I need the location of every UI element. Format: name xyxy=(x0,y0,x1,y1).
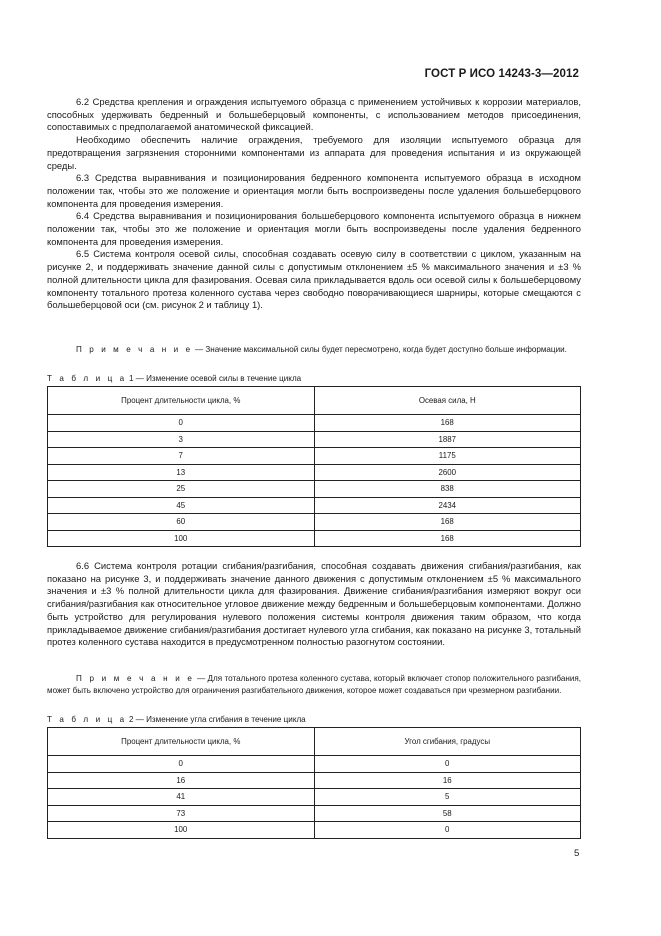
table-row xyxy=(48,448,581,465)
table-cell: 100 xyxy=(48,530,315,547)
table-label: Т а б л и ц а xyxy=(47,715,127,724)
table-cell: 1887 xyxy=(314,431,581,448)
table-header-row xyxy=(48,728,581,756)
note-label: П р и м е ч а н и е xyxy=(76,345,193,354)
note-label: П р и м е ч а н и е xyxy=(76,674,195,683)
table-row xyxy=(48,431,581,448)
table-header-cell: Процент длительности цикла, % xyxy=(48,728,315,756)
table-cell: 168 xyxy=(314,514,581,531)
table-cell: 73 xyxy=(48,805,315,822)
table-row xyxy=(48,514,581,531)
paragraph: 6.2 Средства крепления и ограждения испытуемого образца с применением устойчивых к коррозии материалов, способных удерживать бедренный и большеберцовый компоненты, с использованием методов присоединения, сопоставимых с предполагаемой анатомической фиксацией. xyxy=(47,96,581,133)
table-cell: 3 xyxy=(48,431,315,448)
table-row xyxy=(48,497,581,514)
table-row xyxy=(48,756,581,773)
table-cell: 60 xyxy=(48,514,315,531)
table-2-caption xyxy=(47,714,306,725)
table-2 xyxy=(47,727,581,839)
note-text: — Значение максимальной силы будет пересмотрено, когда будет доступно больше информации. xyxy=(192,345,567,354)
note-text: — Для тотального протеза коленного сустава, который включает стопор положительного разгибания, может быть включено устройство для ограничения разгибательного движения, которое может создаваться при чрезмерном разгибании. xyxy=(47,674,581,695)
table-cell: 2434 xyxy=(314,497,581,514)
table-cell: 0 xyxy=(314,822,581,839)
table-cell: 7 xyxy=(48,448,315,465)
table-cell: 58 xyxy=(314,805,581,822)
table-header-cell: Осевая сила, Н xyxy=(314,387,581,415)
note-1 xyxy=(47,344,581,356)
page-number: 5 xyxy=(574,848,580,859)
table-cell: 45 xyxy=(48,497,315,514)
table-cell: 16 xyxy=(314,772,581,789)
table-header-cell: Угол сгибания, градусы xyxy=(314,728,581,756)
table-cell: 41 xyxy=(48,789,315,806)
table-title: 2 — Изменение угла сгибания в течение цикла xyxy=(126,715,306,724)
table-title: 1 — Изменение осевой силы в течение цикла xyxy=(126,374,302,383)
body-text-middle xyxy=(47,560,581,649)
table-cell: 1175 xyxy=(314,448,581,465)
table-cell: 0 xyxy=(48,756,315,773)
table-1-caption xyxy=(47,373,301,384)
table-label: Т а б л и ц а xyxy=(47,374,127,383)
table-row xyxy=(48,415,581,432)
table-cell: 0 xyxy=(314,756,581,773)
paragraph: Необходимо обеспечить наличие ограждения, требуемого для изоляции испытуемого образца для предотвращения загрязнения сторонними компонентами из аппарата для проведения испытания и из окружающей среды. xyxy=(47,134,581,171)
table-row xyxy=(48,805,581,822)
table-row xyxy=(48,772,581,789)
table-cell: 168 xyxy=(314,530,581,547)
table-row xyxy=(48,822,581,839)
table-cell: 100 xyxy=(48,822,315,839)
table-cell: 25 xyxy=(48,481,315,498)
paragraph: 6.5 Система контроля осевой силы, способная создавать осевую силу в соответствии с циклом, указанным на рисунке 2, и поддерживать значение данной силы с допустимым отклонением ±5 % максимального значения и ±3 % полной длительности цикла для фазирования. Осевая сила прикладывается вдоль оси осевой силы к большеберцовому компоненту тотального протеза коленного сустава через свободно поворачивающиеся шарниры, которые смещаются с большеберцовой оси (см. рисунок 2 и таблицу 1). xyxy=(47,248,581,311)
table-cell: 16 xyxy=(48,772,315,789)
table-cell: 168 xyxy=(314,415,581,432)
table-header-row xyxy=(48,387,581,415)
table-1 xyxy=(47,386,581,547)
table-cell: 5 xyxy=(314,789,581,806)
note-2 xyxy=(47,673,581,696)
body-text-top xyxy=(47,96,581,312)
table-cell: 0 xyxy=(48,415,315,432)
table-cell: 13 xyxy=(48,464,315,481)
paragraph: 6.3 Средства выравнивания и позиционирования бедренного компонента испытуемого образца в исходном положении так, чтобы это же положение и ориентация могли быть воспроизведены после удаления большеберцового компонента для проведения измерения. xyxy=(47,172,581,209)
table-cell: 838 xyxy=(314,481,581,498)
table-header-cell: Процент длительности цикла, % xyxy=(48,387,315,415)
paragraph: 6.6 Система контроля ротации сгибания/разгибания, способная создавать движения сгибания/разгибания, как показано на рисунке 3, и поддерживать значение данного движения с допустимым отклонением ±5 % максимального значения и ±3 % полной длительности цикла для фазирования. Движение сгибания/разгибания измеряют вокруг оси сгибания/разгибания как относительное угловое движение между бедренным и большеберцовым компонентами. Должно быть устройство для регулирования нулевого положения системы контроля движения таким образом, что когда прикладываемое движение сгибания/разгибания достигает нулевого угла сгибания, как показано на рисунке 3, тотальный протез коленного сустава находится в предусмотренном полностью разогнутом состоянии. xyxy=(47,560,581,648)
document-header: ГОСТ Р ИСО 14243-3—2012 xyxy=(424,68,579,80)
table-cell: 2600 xyxy=(314,464,581,481)
table-row xyxy=(48,530,581,547)
table-row xyxy=(48,481,581,498)
paragraph: 6.4 Средства выравнивания и позиционирования большеберцового компонента испытуемого образца в нижнем положении так, чтобы это же положение и ориентация могли быть воспроизведены после удаления бедренного компонента для проведения измерения. xyxy=(47,210,581,247)
table-row xyxy=(48,464,581,481)
table-row xyxy=(48,789,581,806)
